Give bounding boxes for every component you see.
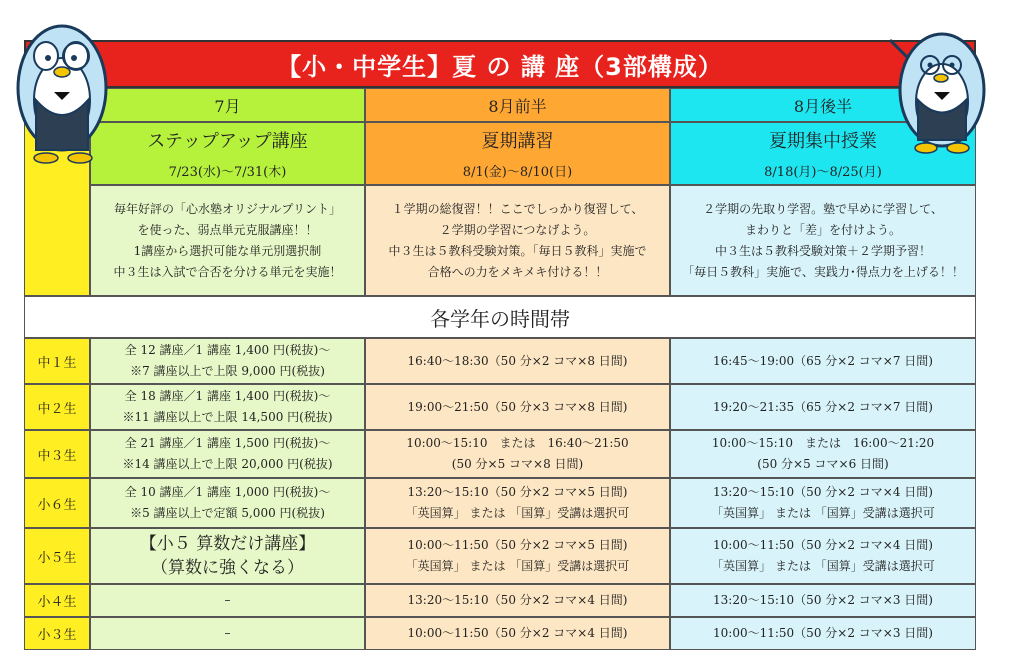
cell-line: （算数に強くなる）: [151, 558, 304, 578]
cell-line: ※7 講座以上で上限 9,000 円(税抜): [130, 364, 325, 378]
desc-jul: [90, 185, 365, 296]
grade-label: 中３生: [37, 448, 77, 464]
aug-late-cell: [670, 338, 976, 384]
jul-cell: [90, 478, 365, 528]
aug-early-cell: [365, 528, 670, 584]
desc-line: ２学期の学習につなげよう。: [439, 222, 596, 237]
cell-line: 10:00〜11:50（50 分×2 コマ×5 日間): [407, 538, 628, 552]
timetable-heading-text: 各学年の時間帯: [430, 306, 570, 331]
cell-line: 「英国算」 または 「国算」受講は選択可: [405, 559, 630, 573]
timetable-heading: [24, 296, 976, 338]
cell-line: 「英国算」 または 「国算」受講は選択可: [405, 506, 630, 520]
desc-line: まわりと「差」を付けよう。: [744, 222, 901, 237]
cell-line: (50 分×5 コマ×8 日間): [451, 457, 584, 471]
grade-cell: [24, 430, 90, 478]
grade-cell: [24, 478, 90, 528]
desc-line: 中３生は５教科受験対策。「毎日５教科」実施で: [388, 243, 647, 258]
grade-label: 小３生: [37, 628, 77, 643]
month-label: 8月前半: [488, 96, 547, 116]
cell-line: 13:20〜15:10（50 分×2 コマ×3 日間): [713, 593, 933, 607]
cell-line: 16:45〜19:00（65 分×2 コマ×7 日間): [713, 353, 933, 368]
aug-late-cell: [670, 478, 976, 528]
grade-cell: [24, 338, 90, 384]
cell-line: 10:00〜15:10 または 16:40〜21:50: [406, 436, 629, 450]
cell-line: 10:00〜11:50（50 分×2 コマ×3 日間): [713, 626, 933, 640]
cell-line: 13:20〜15:10（50 分×2 コマ×5 日間): [407, 485, 628, 499]
course-name: 夏期集中授業: [769, 131, 877, 152]
cell-line: 16:40〜18:30（50 分×2 コマ×8 日間): [407, 353, 628, 368]
cell-line: 全 21 講座／1 講座 1,500 円(税抜)〜: [124, 436, 331, 450]
desc-line: １学期の総復習！！ここでしっかり復習して、: [391, 201, 644, 216]
cell-line: ※14 講座以上で上限 20,000 円(税抜): [122, 457, 333, 471]
cell-line: (50 分×5 コマ×6 日間): [757, 457, 889, 471]
grade-label: 中２生: [37, 401, 77, 417]
aug-late-cell: [670, 528, 976, 584]
cell-line: 19:00〜21:50（50 分×3 コマ×8 日間): [407, 399, 628, 414]
cell-line: 全 12 講座／1 講座 1,400 円(税抜)〜: [124, 343, 331, 357]
desc-line: 中３生は入試で合否を分ける単元を実施！: [113, 264, 342, 279]
grade-label: 小４生: [37, 595, 77, 610]
cell-line: 「英国算」 または 「国算」受講は選択可: [711, 559, 935, 573]
grade-cell: [24, 617, 90, 650]
course-dates: 8/18(月)〜8/25(月): [764, 165, 882, 180]
cell-line: –: [224, 593, 231, 607]
desc-aug-early: [365, 185, 670, 296]
page-title-text: 【小・中学生】夏 の 講 座（3部構成）: [277, 52, 723, 81]
month-label: 7月: [214, 96, 241, 116]
course-name: ステップアップ講座: [147, 131, 308, 152]
cell-line: 全 10 講座／1 講座 1,000 円(税抜)〜: [124, 485, 331, 499]
grade-cell: [24, 528, 90, 584]
desc-line: 毎年好評の「心水塾オリジナルプリント」: [114, 201, 341, 216]
aug-late-cell: [670, 617, 976, 650]
desc-line: 合格への力をメキメキ付ける！！: [427, 264, 608, 279]
penguin-mascot-right-icon: [880, 20, 1000, 155]
col-month-aug-early: [365, 88, 670, 122]
cell-line: 「英国算」 または 「国算」受講は選択可: [711, 506, 935, 520]
aug-early-cell: [365, 478, 670, 528]
aug-late-cell: [670, 384, 976, 430]
grade-cell: [24, 584, 90, 617]
course-aug-early: [365, 122, 670, 185]
penguin-mascot-left-icon: [6, 0, 118, 165]
aug-early-cell: [365, 384, 670, 430]
aug-late-cell: [670, 430, 976, 478]
jul-cell: [90, 584, 365, 617]
course-dates: 7/23(水)〜7/31(木): [168, 165, 287, 180]
col-month-jul: [90, 88, 365, 122]
aug-early-cell: [365, 430, 670, 478]
cell-line: ※11 講座以上で上限 14,500 円(税抜): [122, 410, 333, 424]
cell-line: 全 18 講座／1 講座 1,400 円(税抜)〜: [124, 389, 331, 403]
jul-cell: [90, 617, 365, 650]
desc-line: を使った、弱点単元克服講座！！: [137, 222, 318, 237]
month-label: 8月後半: [793, 96, 853, 116]
desc-aug-late: [670, 185, 976, 296]
cell-line: –: [224, 626, 231, 640]
jul-cell: [90, 430, 365, 478]
course-dates: 8/1(金)〜8/10(日): [462, 165, 573, 180]
desc-line: ２学期の先取り学習。塾で早めに学習して、: [703, 201, 943, 216]
grade-label: 小６生: [37, 497, 77, 513]
jul-cell: [90, 384, 365, 430]
jul-cell: [90, 528, 365, 584]
cell-line: 10:00〜11:50（50 分×2 コマ×4 日間): [407, 626, 628, 640]
cell-line: 13:20〜15:10（50 分×2 コマ×4 日間): [407, 593, 628, 607]
grade-cell: [24, 384, 90, 430]
cell-line: 10:00〜11:50（50 分×2 コマ×4 日間): [713, 538, 933, 552]
cell-line: 19:20〜21:35（65 分×2 コマ×7 日間): [713, 399, 933, 414]
jul-cell: [90, 338, 365, 384]
desc-line: 「毎日５教科」実施で、実践力･得点力を上げる！！: [682, 264, 964, 279]
grade-label: 小５生: [37, 550, 77, 566]
aug-early-cell: [365, 617, 670, 650]
course-name: 夏期講習: [481, 131, 554, 152]
cell-line: 10:00〜15:10 または 16:00〜21:20: [711, 436, 935, 450]
grade-label: 中１生: [37, 355, 77, 371]
cell-line: 13:20〜15:10（50 分×2 コマ×4 日間): [713, 485, 933, 499]
desc-line: 中３生は５教科受験対策＋２学期予習！: [714, 243, 931, 258]
aug-early-cell: [365, 338, 670, 384]
desc-line: 1講座から選択可能な単元別選択制: [133, 243, 322, 258]
aug-early-cell: [365, 584, 670, 617]
cell-line: ※5 講座以上で定額 5,000 円(税抜): [130, 506, 325, 520]
cell-line: 【小５ 算数だけ講座】: [139, 534, 316, 554]
aug-late-cell: [670, 584, 976, 617]
course-jul: [90, 122, 365, 185]
page-title: [24, 40, 976, 88]
